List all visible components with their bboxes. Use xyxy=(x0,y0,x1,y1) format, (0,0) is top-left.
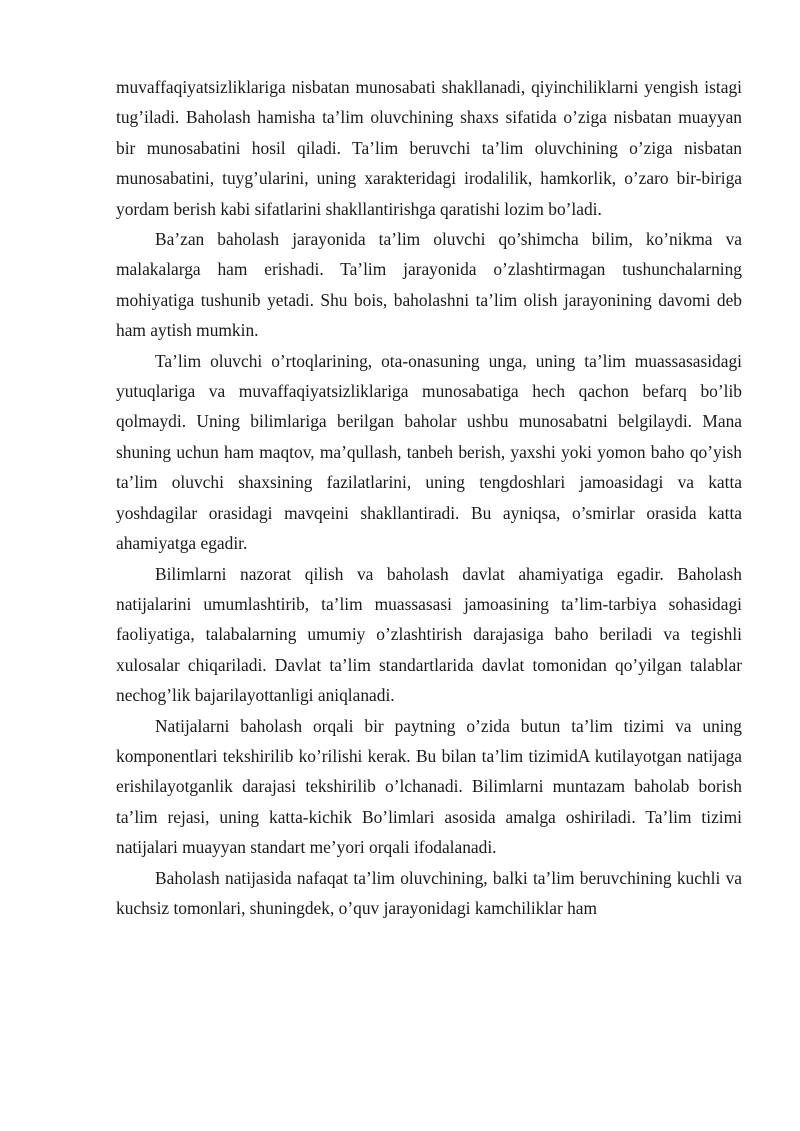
paragraph-6: Baholash natijasida nafaqat ta’lim oluvchining, balki ta’lim beruvchining kuchli va kuchsiz tomonlari, shuningdek, o’quv jarayonidagi kamchiliklar ham xyxy=(116,867,742,918)
paragraph-1: muvaffaqiyatsizliklariga nisbatan munosabati shakllanadi, qiyinchiliklarni yengish istagi tug’iladi. Baholash hamisha ta’lim oluvchining shaxs sifatida o’ziga nisbatan muayyan bir munosabatini hosil qiladi. Ta’lim beruvchi ta’lim oluvchining o’ziga nisbatan munosabatini, tuyg’ularini, uning xarakteridagi irodalilik, hamkorlik, o’zaro bir-biriga yordam berish kabi sifatlarini shakllantirishga qaratishi lozim bo’ladi. xyxy=(116,77,742,219)
paragraph-5: Natijalarni baholash orqali bir paytning o’zida butun ta’lim tizimi va uning komponentlari tekshirilib ko’rilishi kerak. Bu bilan ta’lim tizimidA kutilayotgan natijaga erishilayotganlik darajasi tekshirilib o’lchanadi. Bilimlarni muntazam baholab borish ta’lim rejasi, uning katta-kichik Bo’limlari asosida amalga oshiriladi. Ta’lim tizimi natijalari muayyan standart me’yori orqali ifodalanadi. xyxy=(116,715,742,858)
paragraph-4: Bilimlarni nazorat qilish va baholash davlat ahamiyatiga egadir. Baholash natijalarini umumlashtirib, ta’lim muassasasi jamoasining ta’lim-tarbiya sohasidagi faoliyatiga, talabalarning umumiy o’zlashtirish darajasiga baho beriladi va tegishli xulosalar chiqariladi. Davlat ta’lim standartlarida davlat tomonidan qo’yilgan talablar nechog’lik bajarilayottanligi aniqlanadi. xyxy=(116,563,742,706)
paragraph-3: Ta’lim oluvchi o’rtoqlarining, ota-onasuning unga, uning ta’lim muassasasidagi yutuqlariga va muvaffaqiyatsizliklariga munosabatiga hech qachon befarq bo’lib qolmaydi. Uning bilimlariga berilgan baholar ushbu munosabatni belgilaydi. Mana shuning uchun ham maqtov, ma’qullash, tanbeh berish, yaxshi yoki yomon baho qo’yish ta’lim oluvchi shaxsining fazilatlarini, uning tengdoshlari jamoasidagi va katta yoshdagilar orasidagi mavqeini shakllantiradi. Bu ayniqsa, o’smirlar orasida katta ahamiyatga egadir. xyxy=(116,350,742,554)
document-page xyxy=(116,72,742,923)
paragraph-2: Ba’zan baholash jarayonida ta’lim oluvchi qo’shimcha bilim, ko’nikma va malakalarga ham erishadi. Ta’lim jarayonida o’zlashtirmagan tushunchalarning mohiyatiga tushunib yetadi. Shu bois, baholashni ta’lim olish jarayonining davomi deb ham aytish mumkin. xyxy=(116,229,742,341)
